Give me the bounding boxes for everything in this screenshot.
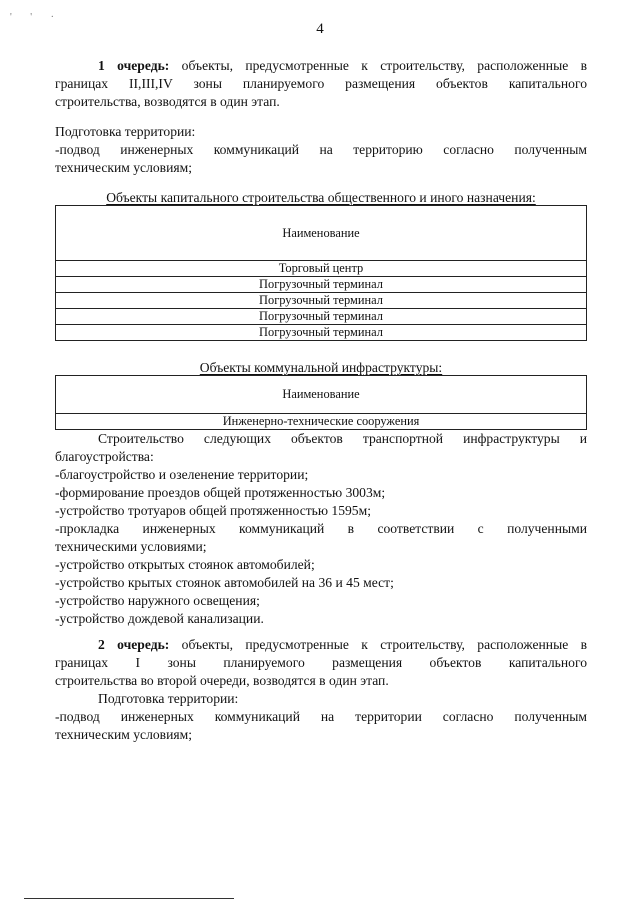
table2-title: Объекты коммунальной инфраструктуры:: [199, 360, 443, 375]
table1-cell: Погрузочный терминал: [56, 277, 587, 293]
table2-cell: Инженерно-технические сооружения: [56, 414, 587, 430]
table1-cell: Погрузочный терминал: [56, 309, 587, 325]
list-item: техническими условиями;: [55, 539, 207, 554]
section1-prep-line1: -подвод инженерных коммуникаций на территорию согласно полученным: [55, 142, 587, 157]
section1-heading-line2: границах II,III,IV зоны планируемого размещения объектов капитального: [55, 76, 587, 91]
table2-header-cell: Наименование: [56, 376, 587, 414]
section1-heading-bold: 1 очередь:: [98, 58, 170, 73]
transport-line2: благоустройства:: [55, 449, 154, 464]
table1-cell: Погрузочный терминал: [56, 325, 587, 341]
list-item: -прокладка инженерных коммуникаций в соответствии с полученными: [55, 521, 587, 536]
table2: [55, 375, 587, 430]
scan-specks: ' ' ·: [10, 12, 62, 23]
list-item: -устройство крытых стоянок автомобилей на 36 и 45 мест;: [55, 575, 394, 590]
table2-section: [55, 360, 587, 430]
page-number: 4: [316, 21, 324, 37]
transport-line1: Строительство следующих объектов транспортной инфраструктуры и: [98, 431, 587, 446]
section2-heading-line1: 2 очередь: объекты, предусмотренные к строительству, расположенные в: [98, 637, 588, 652]
list-item: -устройство дождевой канализации.: [55, 611, 264, 626]
table-row: [56, 293, 587, 309]
section1-preparation: [55, 124, 587, 176]
transport-section: [55, 431, 587, 627]
section1-prep-line2: техническим условиям;: [55, 160, 192, 175]
section1-prep-title: Подготовка территории:: [55, 124, 196, 139]
table-row: [56, 325, 587, 341]
table-row: [56, 414, 587, 430]
table-row: [56, 309, 587, 325]
table-row: [56, 277, 587, 293]
table-header-row: [56, 206, 587, 261]
list-item: -благоустройство и озеленение территории;: [55, 467, 309, 482]
section1-heading-line3: строительства, возводятся в один этап.: [55, 94, 280, 109]
table1-header-cell: Наименование: [56, 206, 587, 261]
section2-preparation: [55, 691, 587, 743]
section2-heading: [55, 637, 587, 689]
section1-heading-line1: 1 очередь: объекты, предусмотренные к строительству, расположенные в: [98, 58, 588, 73]
table1: [55, 205, 587, 341]
table-header-row: [56, 376, 587, 414]
table1-cell: Погрузочный терминал: [56, 293, 587, 309]
section2-heading-line2: границах I зоны планируемого размещения объектов капитального: [55, 655, 587, 670]
footnote-divider: [24, 898, 234, 899]
table-row: [56, 261, 587, 277]
table1-title: Объекты капитального строительства общественного и иного назначения:: [106, 190, 536, 205]
section2-prep-line2: техническим условиям;: [55, 727, 192, 742]
list-item: -устройство наружного освещения;: [55, 593, 260, 608]
list-item: -устройство тротуаров общей протяженностью 1595м;: [55, 503, 371, 518]
list-item: -устройство открытых стоянок автомобилей;: [55, 557, 315, 572]
list-item: -формирование проездов общей протяженностью 3003м;: [55, 485, 386, 500]
section2-prep-line1: -подвод инженерных коммуникаций на территории согласно полученным: [55, 709, 587, 724]
section2-heading-line3: строительства во второй очереди, возводятся в один этап.: [55, 673, 389, 688]
section2-prep-title: Подготовка территории:: [98, 691, 239, 706]
section2-heading-bold: 2 очередь:: [98, 637, 170, 652]
section1-heading: [55, 58, 587, 110]
table1-cell: Торговый центр: [56, 261, 587, 277]
table1-section: [55, 190, 587, 341]
